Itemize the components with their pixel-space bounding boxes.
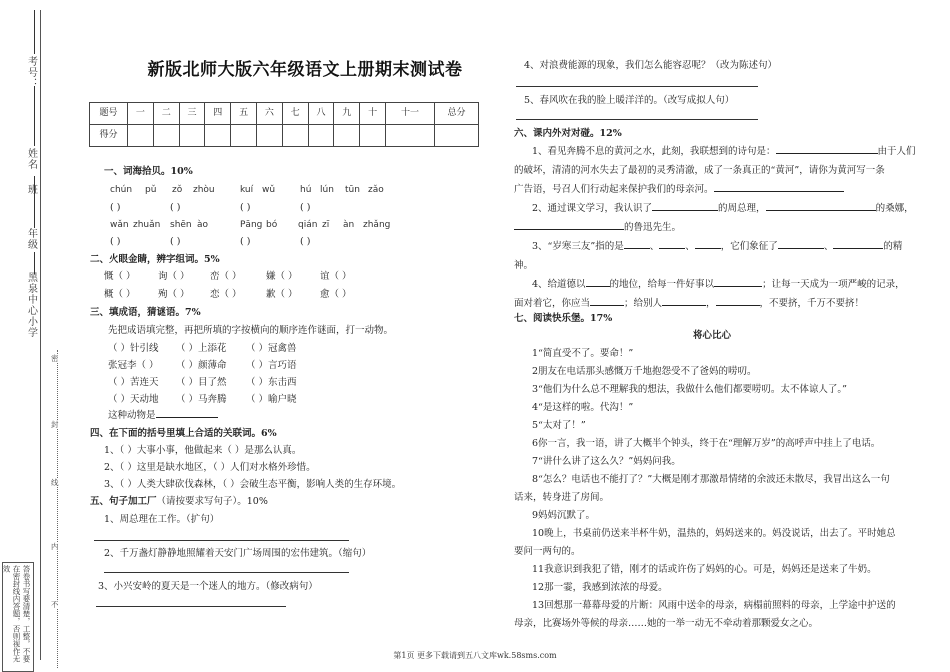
s6-q3-blank[interactable] <box>833 248 883 249</box>
answer-notice: 答卷书写要清楚，工整，不要在密封线内答题，否则视作无效 <box>2 562 34 672</box>
pinyin: lún <box>320 185 334 195</box>
s6-q2-text: 的桑娜， <box>875 203 914 214</box>
name-line <box>34 86 35 146</box>
conjunction-q3[interactable]: 3、（ ）人类大肆砍伐森林，（ ）会破生态平衡，影响人类的生存环境。 <box>104 479 402 490</box>
conjunction-q1[interactable]: 1、（ ）大事小事，他做起来（ ）是那么认真。 <box>104 445 302 456</box>
riddle-answer <box>108 410 218 422</box>
story-paragraph: 8“怎么？电话也不能打了？”大概是刚才那激昂情绪的余波还未散尽，我冒出这么一句 <box>532 474 890 485</box>
grade-line <box>34 210 35 228</box>
pinyin: zǎo <box>368 185 384 195</box>
s6-q4-blank[interactable] <box>590 305 624 306</box>
char-item[interactable]: 询（ ） <box>158 271 190 282</box>
s6-q3-blank[interactable] <box>778 248 824 249</box>
s6-q4-line2: 面对着它，你应当 ；给别人 ， ，不要挤，千万不要挤！ <box>514 298 865 309</box>
score-header-cell: 七 <box>282 103 308 125</box>
score-header-cell: 九 <box>334 103 360 125</box>
s6-q3-line1: 3、“岁寒三友”指的是 、 、 ，它们象征了 、 的精 <box>532 241 903 252</box>
idiom-item[interactable]: （ ）目了然 <box>176 377 227 388</box>
score-cell[interactable] <box>231 125 257 147</box>
grade-label: 年级 <box>25 228 37 250</box>
s6-q4-text: ；给别人 <box>624 298 663 309</box>
pinyin: hú <box>300 185 312 195</box>
s6-q2-text: 的周总理， <box>718 203 766 214</box>
score-header-cell: 八 <box>308 103 334 125</box>
story-paragraph: 话来，转身进了房间。 <box>514 492 610 503</box>
char-item[interactable]: 愈（ ） <box>320 289 352 300</box>
story-paragraph: 要问一两句的。 <box>514 546 581 557</box>
score-table <box>89 102 479 147</box>
section-6-title: 六、课内外对对碰。12% <box>514 128 622 139</box>
s6-q4-blank[interactable] <box>714 286 762 287</box>
idiom-item[interactable]: （ ）言巧语 <box>246 360 297 371</box>
char-item[interactable]: 谊（ ） <box>320 271 352 282</box>
story-paragraph: 11我意识到我犯了错，刚才的话或许伤了妈妈的心。可是，妈妈还是送来了牛奶。 <box>532 564 877 575</box>
story-title: 将心比心 <box>692 330 731 341</box>
score-cell[interactable] <box>256 125 282 147</box>
conjunction-q2[interactable]: 2、（ ）这里是缺水地区，（ ）人们对水格外珍惜。 <box>104 462 316 473</box>
pinyin: qián <box>298 220 318 230</box>
s6-q4-text: ；让每一天成为一项严峻的记录， <box>762 279 905 290</box>
section-5-title-note: （请按要求写句子）。10% <box>156 496 268 507</box>
s6-q3-text: 的精 <box>883 241 903 252</box>
answer-paren[interactable]: ( ) <box>110 236 121 247</box>
char-item[interactable]: 概（ ） <box>104 289 136 300</box>
pinyin: zhǎng <box>363 220 391 230</box>
s6-q2-text: 的鲁迅先生。 <box>624 222 682 233</box>
story-paragraph: 母亲，比赛场外等候的母亲……她的一举一动无不牵动着那颗爱女之心。 <box>514 618 819 629</box>
score-table-header-row <box>90 103 479 125</box>
answer-paren[interactable]: ( ) <box>300 202 311 213</box>
s6-q4-line1 <box>532 279 905 291</box>
idiom-item[interactable]: （ ）颜薄命 <box>176 360 227 371</box>
cut-mark: 不 <box>51 600 59 609</box>
answer-paren[interactable]: ( ) <box>240 202 251 213</box>
idiom-item[interactable]: （ ）冠禽兽 <box>246 343 297 354</box>
cut-mark: 密 <box>51 354 59 363</box>
cut-mark: 封 <box>51 420 59 429</box>
sentence-q3-line[interactable] <box>96 606 286 607</box>
s6-q1-text: 由于人们 <box>877 146 916 157</box>
char-item[interactable]: 歉（ ） <box>266 289 298 300</box>
section-3-title: 三、填成语，猜谜语。7% <box>90 307 201 318</box>
page-footer: 第1页 更多下载请到五八文库wk.58sms.com <box>393 651 557 660</box>
section-4-title: 四、在下面的括号里填上合适的关联词。6% <box>90 428 277 439</box>
score-cell[interactable] <box>385 125 434 147</box>
riddle-answer-blank[interactable] <box>156 417 218 418</box>
exam-title: 新版北师大版六年级语文上册期末测试卷 <box>147 60 463 80</box>
pinyin: kuí <box>240 185 254 195</box>
s6-q2-blank[interactable] <box>514 229 624 230</box>
answer-paren[interactable]: ( ) <box>110 202 121 213</box>
s6-q1-line1 <box>532 146 916 158</box>
pinyin: tūn <box>345 185 360 195</box>
pinyin: wǎn <box>110 220 129 230</box>
idiom-item[interactable]: （ ）苦连天 <box>108 377 159 388</box>
s6-q1-line3 <box>514 184 844 196</box>
pinyin: Pāng <box>240 220 263 230</box>
s6-q3-blank[interactable] <box>624 248 650 249</box>
score-header-cell: 题号 <box>90 103 128 125</box>
s6-q3-blank[interactable] <box>695 248 721 249</box>
answer-paren[interactable]: ( ) <box>300 236 311 247</box>
cut-mark: 线 <box>51 478 59 487</box>
riddle-answer-label: 这种动物是 <box>108 410 156 421</box>
sentence-q1: 1、周总理在工作。（扩句） <box>104 514 220 525</box>
s6-q4-text: 4、给道德以 <box>532 279 586 290</box>
score-cell[interactable] <box>128 125 154 147</box>
s6-q4-blank[interactable] <box>662 305 706 306</box>
cut-mark: 内 <box>51 542 59 551</box>
score-table-score-row <box>90 125 479 147</box>
section-5-title-main: 五、句子加工厂 <box>90 496 157 507</box>
story-paragraph: 12那一霎，我感到浓浓的母爱。 <box>532 582 668 593</box>
score-cell[interactable] <box>334 125 360 147</box>
char-item[interactable]: 嫌（ ） <box>266 271 298 282</box>
score-cell[interactable] <box>360 125 386 147</box>
char-item[interactable]: 恋（ ） <box>210 289 242 300</box>
score-header-cell: 二 <box>153 103 179 125</box>
idiom-item[interactable]: （ ）马奔腾 <box>176 394 227 405</box>
answer-paren[interactable]: ( ) <box>240 236 251 247</box>
s6-q2-blank[interactable] <box>652 210 718 211</box>
score-header-cell: 一 <box>128 103 154 125</box>
s6-q4-text: ，不要挤，千万不要挤！ <box>759 298 865 309</box>
score-header-cell: 五 <box>231 103 257 125</box>
pinyin: bó <box>266 220 278 230</box>
s6-q3-blank[interactable] <box>659 248 685 249</box>
score-header-cell: 总分 <box>435 103 479 125</box>
char-item[interactable]: 峦（ ） <box>210 271 242 282</box>
exam-no-line <box>34 10 35 54</box>
s6-q1-text: 1、看见奔腾不息的黄河之水，此刻，我联想到的诗句是： <box>532 146 776 157</box>
story-paragraph: 7“讲什么讲了这么久？”妈妈问我。 <box>532 456 681 467</box>
pinyin: zī <box>322 220 330 230</box>
story-paragraph: 10晚上，书桌前仍送来半杯牛奶，温热的，妈妈送来的。妈没说话，出去了。平时她总 <box>532 528 896 539</box>
sentence-q5-line[interactable] <box>516 119 758 120</box>
story-paragraph: 2朋友在电话那头感慨万千地抱怨受不了爸妈的唠叨。 <box>532 366 757 377</box>
s6-q2-blank[interactable] <box>766 210 876 211</box>
sentence-q1-line[interactable] <box>94 540 349 541</box>
story-paragraph: 4“是这样的啦。代沟！” <box>532 402 634 413</box>
story-paragraph: 3“他们为什么总不理解我的想法，我做什么他们都要唠叨。太不体谅人了。” <box>532 384 848 395</box>
score-header-cell: 十一 <box>385 103 434 125</box>
binding-margin <box>0 0 78 672</box>
pinyin: zhuǎn <box>133 220 161 230</box>
school-label: 黑泉中心小学 <box>25 272 37 338</box>
story-paragraph: 9妈妈沉默了。 <box>532 510 596 521</box>
char-item[interactable]: 殉（ ） <box>158 289 190 300</box>
s6-q1-text: 广告语，号召人们行动起来保护我们的母亲河。 <box>514 184 714 195</box>
s6-q2-line2 <box>514 222 681 234</box>
s6-q3-line2: 神。 <box>514 260 534 271</box>
pinyin: ào <box>197 220 209 230</box>
class-label: 班 <box>25 184 37 195</box>
score-cell[interactable] <box>308 125 334 147</box>
story-paragraph: 13回想那一幕幕母爱的片断：风雨中送伞的母亲，病榻前照料的母亲，上学途中护送的 <box>532 600 896 611</box>
s6-q3-text: 3、“岁寒三友”指的是 <box>532 241 624 252</box>
seal-dotted-line <box>57 350 58 668</box>
score-cell[interactable] <box>179 125 205 147</box>
s6-q2-line1 <box>532 203 914 215</box>
idiom-item[interactable]: （ ）上添花 <box>176 343 227 354</box>
s6-q2-text: 2、通过课文学习，我认识了 <box>532 203 653 214</box>
binding-line <box>40 10 41 660</box>
score-header-cell: 四 <box>205 103 231 125</box>
char-item[interactable]: 慨（ ） <box>104 271 136 282</box>
section-2-title: 二、火眼金睛，辨字组词。5% <box>90 254 220 265</box>
idiom-item[interactable]: （ ）天动地 <box>108 394 159 405</box>
pinyin: wǔ <box>262 185 276 195</box>
sentence-q2: 2、千万盏灯静静地照耀着天安门广场周围的宏伟建筑。（缩句） <box>104 548 372 559</box>
s6-q4-blank[interactable] <box>716 305 760 306</box>
story-paragraph: 5“太对了！” <box>532 420 586 431</box>
score-row-label: 得分 <box>90 125 128 147</box>
story-paragraph: 1“简直受不了。要命！” <box>532 348 634 359</box>
sentence-q3: 3、小兴安岭的夏天是一个迷人的地方。（修改病句） <box>98 581 318 592</box>
school-line <box>34 252 35 274</box>
sentence-q4-line[interactable] <box>516 86 758 87</box>
name-label: 姓名 <box>25 148 37 170</box>
score-cell[interactable] <box>435 125 479 147</box>
pinyin: zǒ <box>172 185 183 195</box>
section-3-intro: 先把成语填完整，再把所填的字按横向的顺序连作谜面，打一动物。 <box>108 325 394 336</box>
section-1-title: 一、词海拾贝。10% <box>104 166 193 177</box>
idiom-item[interactable]: （ ）东击西 <box>246 377 297 388</box>
sentence-q5: 5、春风吹在我的脸上暖洋洋的。（改写成拟人句） <box>524 95 735 106</box>
s6-q3-text: ，它们象征了 <box>720 241 778 252</box>
answer-paren[interactable]: ( ) <box>170 236 181 247</box>
pinyin: pǔ <box>145 185 157 195</box>
sentence-q2-line[interactable] <box>104 572 349 573</box>
s6-q1-slogan-blank[interactable] <box>714 191 844 192</box>
answer-paren[interactable]: ( ) <box>170 202 181 213</box>
s6-q1-line2: 的破坏，清清的河水失去了最初的灵秀清澈，成了一条真正的“黄河”，请你为黄河写一条 <box>514 165 885 176</box>
score-header-cell: 十 <box>360 103 386 125</box>
s6-q4-blank[interactable] <box>586 286 610 287</box>
pinyin: àn <box>343 220 355 230</box>
idiom-item[interactable]: （ ）喻户晓 <box>246 394 297 405</box>
s6-q4-text: 面对着它，你应当 <box>514 298 591 309</box>
score-cell[interactable] <box>205 125 231 147</box>
pinyin: shēn <box>170 220 192 230</box>
score-header-cell: 六 <box>256 103 282 125</box>
pinyin: chún <box>110 185 133 195</box>
score-cell[interactable] <box>153 125 179 147</box>
exam-no-label: 考号： <box>25 56 37 89</box>
s6-q1-blank[interactable] <box>776 153 878 154</box>
score-cell[interactable] <box>282 125 308 147</box>
score-header-cell: 三 <box>179 103 205 125</box>
section-7-title: 七、阅读快乐堡。17% <box>514 313 613 324</box>
sentence-q4: 4、对浪费能源的现象，我们怎么能容忍呢？（改为陈述句） <box>524 60 778 71</box>
section-5-title <box>90 496 268 508</box>
idiom-item[interactable]: （ ）针引线 <box>108 343 159 354</box>
s6-q4-text: 的地位，给每一件好事以 <box>609 279 715 290</box>
story-paragraph: 6你一言，我一语，讲了大概半个钟头，终于在“理解万岁”的高呼声中挂上了电话。 <box>532 438 881 449</box>
idiom-item[interactable]: 张冠李（ ） <box>108 360 159 371</box>
pinyin: zhòu <box>193 185 215 195</box>
